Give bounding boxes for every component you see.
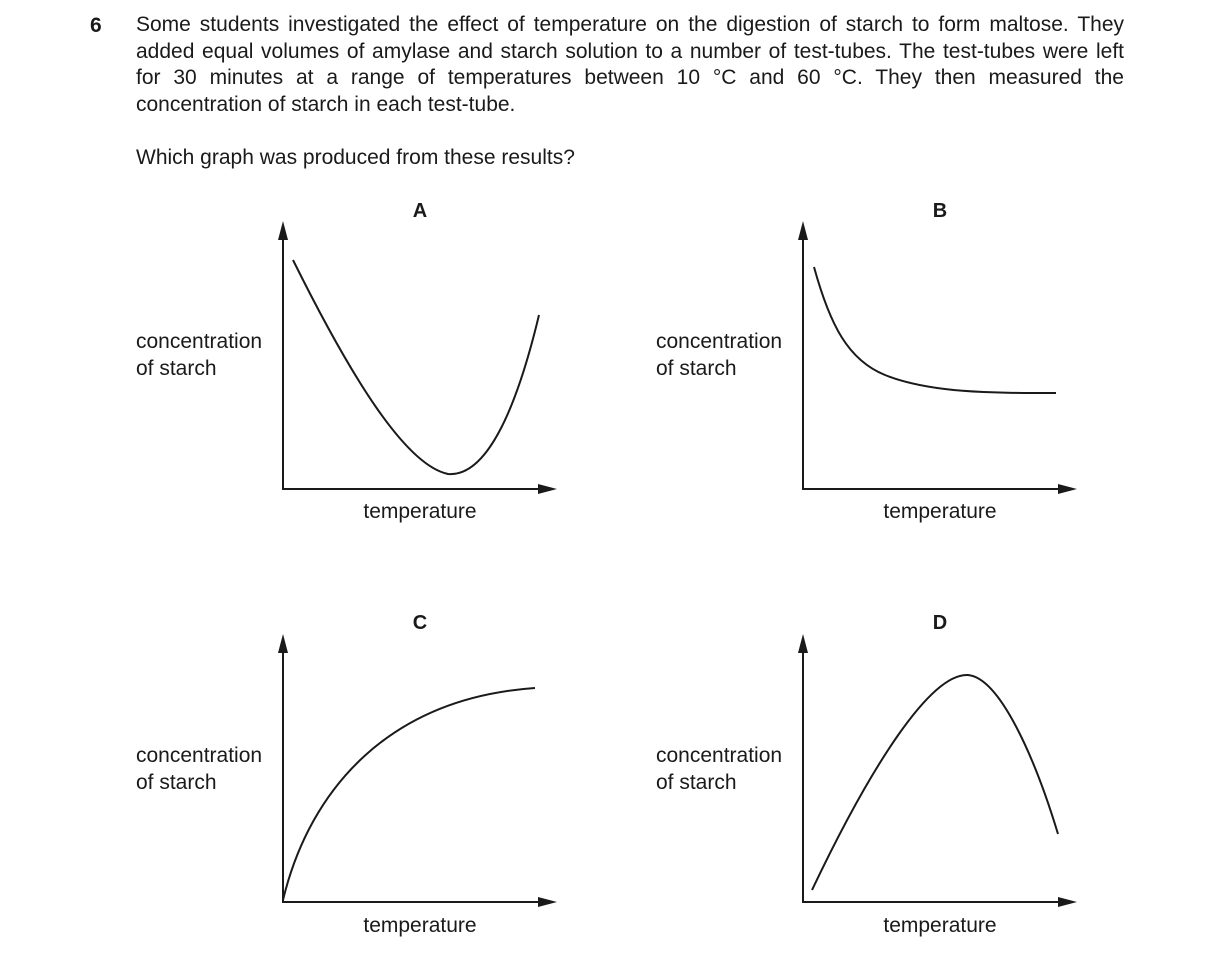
- graph-c: [270, 628, 570, 918]
- stem-line: They added equal volumes of amylase and starch solution to a number of test-tubes. The: [136, 13, 1124, 63]
- stem-line: then measured the concentration of starch in each test-tube.: [136, 66, 1124, 116]
- x-axis-label: temperature: [363, 914, 477, 937]
- x-axis-arrow-icon: [1058, 897, 1077, 907]
- y-axis-arrow-icon: [278, 634, 288, 653]
- y-axis-arrow-icon: [798, 634, 808, 653]
- x-axis-label: temperature: [363, 500, 477, 523]
- x-axis-arrow-icon: [538, 484, 557, 494]
- curve: [812, 675, 1058, 890]
- y-axis-arrow-icon: [278, 221, 288, 240]
- question-stem: [136, 12, 1124, 118]
- curve: [293, 260, 539, 474]
- y-axis-label: concentration of starch: [136, 330, 263, 380]
- y-axis-label: concentration of starch: [136, 744, 263, 794]
- x-axis-arrow-icon: [538, 897, 557, 907]
- graph-b: [790, 215, 1090, 505]
- x-axis-label: temperature: [883, 500, 997, 523]
- option-letter: B: [932, 200, 948, 222]
- stem-line: Some students investigated the effect of temperature on the digestion of starch to form maltose.: [136, 13, 1069, 36]
- curve: [283, 688, 535, 900]
- y-axis-label: concentration of starch: [656, 744, 783, 794]
- curve: [814, 267, 1056, 393]
- y-axis-label: concentration of starch: [656, 330, 783, 380]
- question-prompt: Which graph was produced from these results?: [136, 146, 575, 169]
- option-letter: C: [412, 612, 428, 634]
- question-number: 6: [90, 14, 102, 37]
- x-axis-label: temperature: [883, 914, 997, 937]
- graph-d: [790, 628, 1090, 918]
- stem-line: test-tubes were left for 30 minutes at a range of temperatures between 10 °C and 60 °C. They: [136, 39, 1124, 89]
- x-axis-arrow-icon: [1058, 484, 1077, 494]
- option-letter: A: [412, 200, 428, 222]
- option-letter: D: [932, 612, 948, 634]
- graph-a: [270, 215, 570, 505]
- y-axis-arrow-icon: [798, 221, 808, 240]
